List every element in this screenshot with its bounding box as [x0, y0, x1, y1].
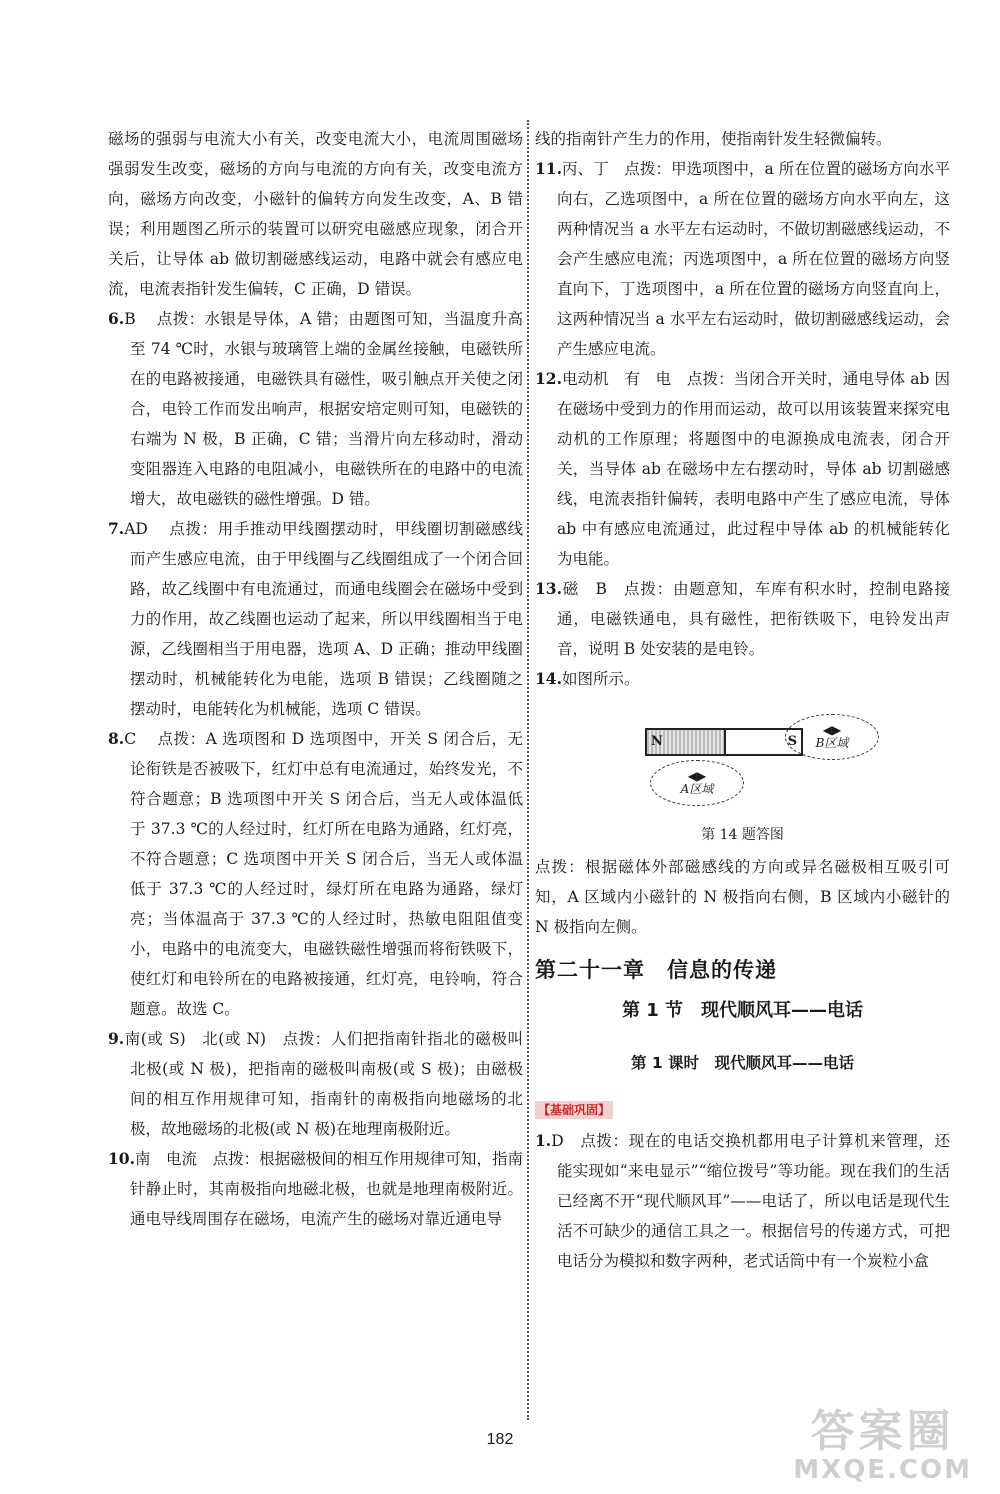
answer-10: 10.南 电流 点拨：根据磁极间的相互作用规律可知，指南针静止时，其南极指向地磁北极，也就是地理南极附近。通电导线周围存在磁场，电流产生的磁场对靠近通电导: [108, 1149, 523, 1228]
answer-9: 9.南(或 S) 北(或 N) 点拨：人们把指南针指北的磁极叫北极(或 N 极)，把指南的磁极叫南极(或 S 极)；由磁极间的相互作用规律可知，指南针的南极指向地磁场的北极，故地磁场的北极(或 N 极)在地理南极附近。: [108, 1029, 523, 1138]
figure-caption: 第 14 题答图: [701, 827, 784, 843]
compass-needle-icon: ◀▶: [687, 769, 707, 783]
answer-12: 12.电动机 有 电 点拨：当闭合开关时，通电导体 ab 因在磁场中受到力的作用而运动，故可以用该装置来探究电动机的工作原理；将题图中的电源换成电流表，闭合开关，当导体 ab 在磁场中左右摆动时，导体 ab 切割磁感线，电流表指针偏转，表明电路中产生了感应电流，导体 ab 中有感应电流通过，此过程中导体 ab 的机械能转化为电能。: [535, 369, 950, 568]
page-number: 182: [486, 1431, 514, 1448]
magnet-south-pole: S: [724, 730, 801, 754]
basic-consolidation-tag: 【基础巩固】: [535, 1101, 613, 1119]
region-b-label: B区域: [815, 736, 849, 750]
left-column: [108, 124, 523, 1234]
lesson-title: 第 1 课时 现代顺风耳——电话: [630, 1054, 855, 1072]
answer-1: 1.D 点拨：现在的电话交换机都用电子计算机来管理，还能实现如“来电显示”“缩位拨号”等功能。现在我们的生活已经离不开“现代顺风耳”——电话了，所以电话是现代生活不可缺少的通信工具之一。根据信号的传递方式，可把电话分为模拟和数字两种，老式话筒中有一个炭粒小盒: [535, 1131, 950, 1270]
right-column: [535, 124, 950, 1276]
column-divider: [527, 120, 529, 1420]
answer-8: 8.C 点拨：A 选项图和 D 选项图中，开关 S 闭合后，无论衔铁是否被吸下，红灯中总有电流通过，始终发光，不符合题意；B 选项图中开关 S 闭合后，当无人或体温低于 37.3 ℃的人经过时，红灯所在电路为通路，红灯亮，不符合题意；C 选项图中开关 S 闭合后，当无人或体温低于 37.3 ℃的人经过时，绿灯所在电路为通路，绿灯亮；当体温高于 37.3 ℃的人经过时，热敏电阻阻值变小，电路中的电流变大，电磁铁磁性增强而将衔铁吸下，使红灯和电铃所在的电路被接通，红灯亮，电铃响，符合题意。故选 C。: [108, 729, 523, 1018]
region-a: [650, 760, 744, 806]
section-title: 第 1 节 现代顺风耳——电话: [621, 1000, 864, 1021]
paragraph-cont: 磁场的强弱与电流大小有关，改变电流大小，电流周围磁场强弱发生改变，磁场的方向与电流的方向有关，改变电流方向，磁场方向改变，小磁针的偏转方向发生改变，A、B 错误；利用题图乙所示的装置可以研究电磁感应现象，闭合开关后，让导体 ab 做切割磁感线运动，电路中就会有感应电流，电流表指针发生偏转，C 正确，D 错误。: [108, 130, 523, 298]
magnet-north-pole: N: [647, 730, 724, 754]
magnet-figure: [535, 700, 950, 830]
watermark-logo: [793, 1408, 972, 1484]
figure-explanation: 点拨：根据磁体外部磁感线的方向或异名磁极相互吸引可知，A 区域内小磁针的 N 极指向右侧，B 区域内小磁针的 N 极指向左侧。: [535, 858, 950, 936]
compass-needle-icon: ◀▶: [822, 723, 842, 737]
chapter-title: 第二十一章 信息的传递: [535, 958, 777, 982]
tag-row: [535, 1098, 950, 1120]
bar-magnet: [645, 728, 803, 756]
watermark-line-2: MXQE.COM: [793, 1455, 972, 1485]
watermark-line-1: 答案圈: [810, 1406, 955, 1457]
answer-11: 11.丙、丁 点拨：甲选项图中，a 所在位置的磁场方向水平向右，乙选项图中，a 所在位置的磁场方向水平向左，这两种情况当 a 水平左右运动时，不做切割磁感线运动，不会产生感应电流；丙选项图中，a 所在位置的磁场方向竖直向下，丁选项图中，a 所在位置的磁场方向竖直向上，这两种情况当 a 水平左右运动时，做切割磁感线运动，会产生感应电流。: [535, 159, 950, 358]
paragraph-cont-right: 线的指南针产生力的作用，使指南针发生轻微偏转。: [535, 130, 892, 148]
answer-13: 13.磁 B 点拨：由题意知，车库有积水时，控制电路接通，电磁铁通电，具有磁性，把衔铁吸下，电铃发出声音，说明 B 处安装的是电铃。: [535, 579, 950, 658]
answer-7: 7.AD 点拨：用手推动甲线圈摆动时，甲线圈切割磁感线而产生感应电流，由于甲线圈与乙线圈组成了一个闭合回路，故乙线圈中有电流通过，而通电线圈会在磁场中受到力的作用，故乙线圈也运动了起来，所以甲线圈相当于电源，乙线圈相当于用电器，选项 A、D 正确；推动甲线圈摆动时，机械能转化为电能，选项 B 错误；乙线圈随之摆动时，电能转化为机械能，选项 C 错误。: [108, 519, 523, 718]
answer-14: 14.如图所示。: [535, 669, 640, 688]
region-a-label: A区域: [680, 782, 714, 796]
region-b: [785, 714, 879, 760]
answer-6: 6.B 点拨：水银是导体，A 错；由题图可知，当温度升高至 74 ℃时，水银与玻璃管上端的金属丝接触，电磁铁所在的电路被接通，电磁铁具有磁性，吸引触点开关使之闭合，电铃工作而发出响声，根据安培定则可知，电磁铁的右端为 N 极，B 正确，C 错；当滑片向左移动时，滑动变阻器连入电路的电阻减小，电磁铁所在的电路中的电流增大，故电磁铁的磁性增强。D 错。: [108, 309, 523, 508]
